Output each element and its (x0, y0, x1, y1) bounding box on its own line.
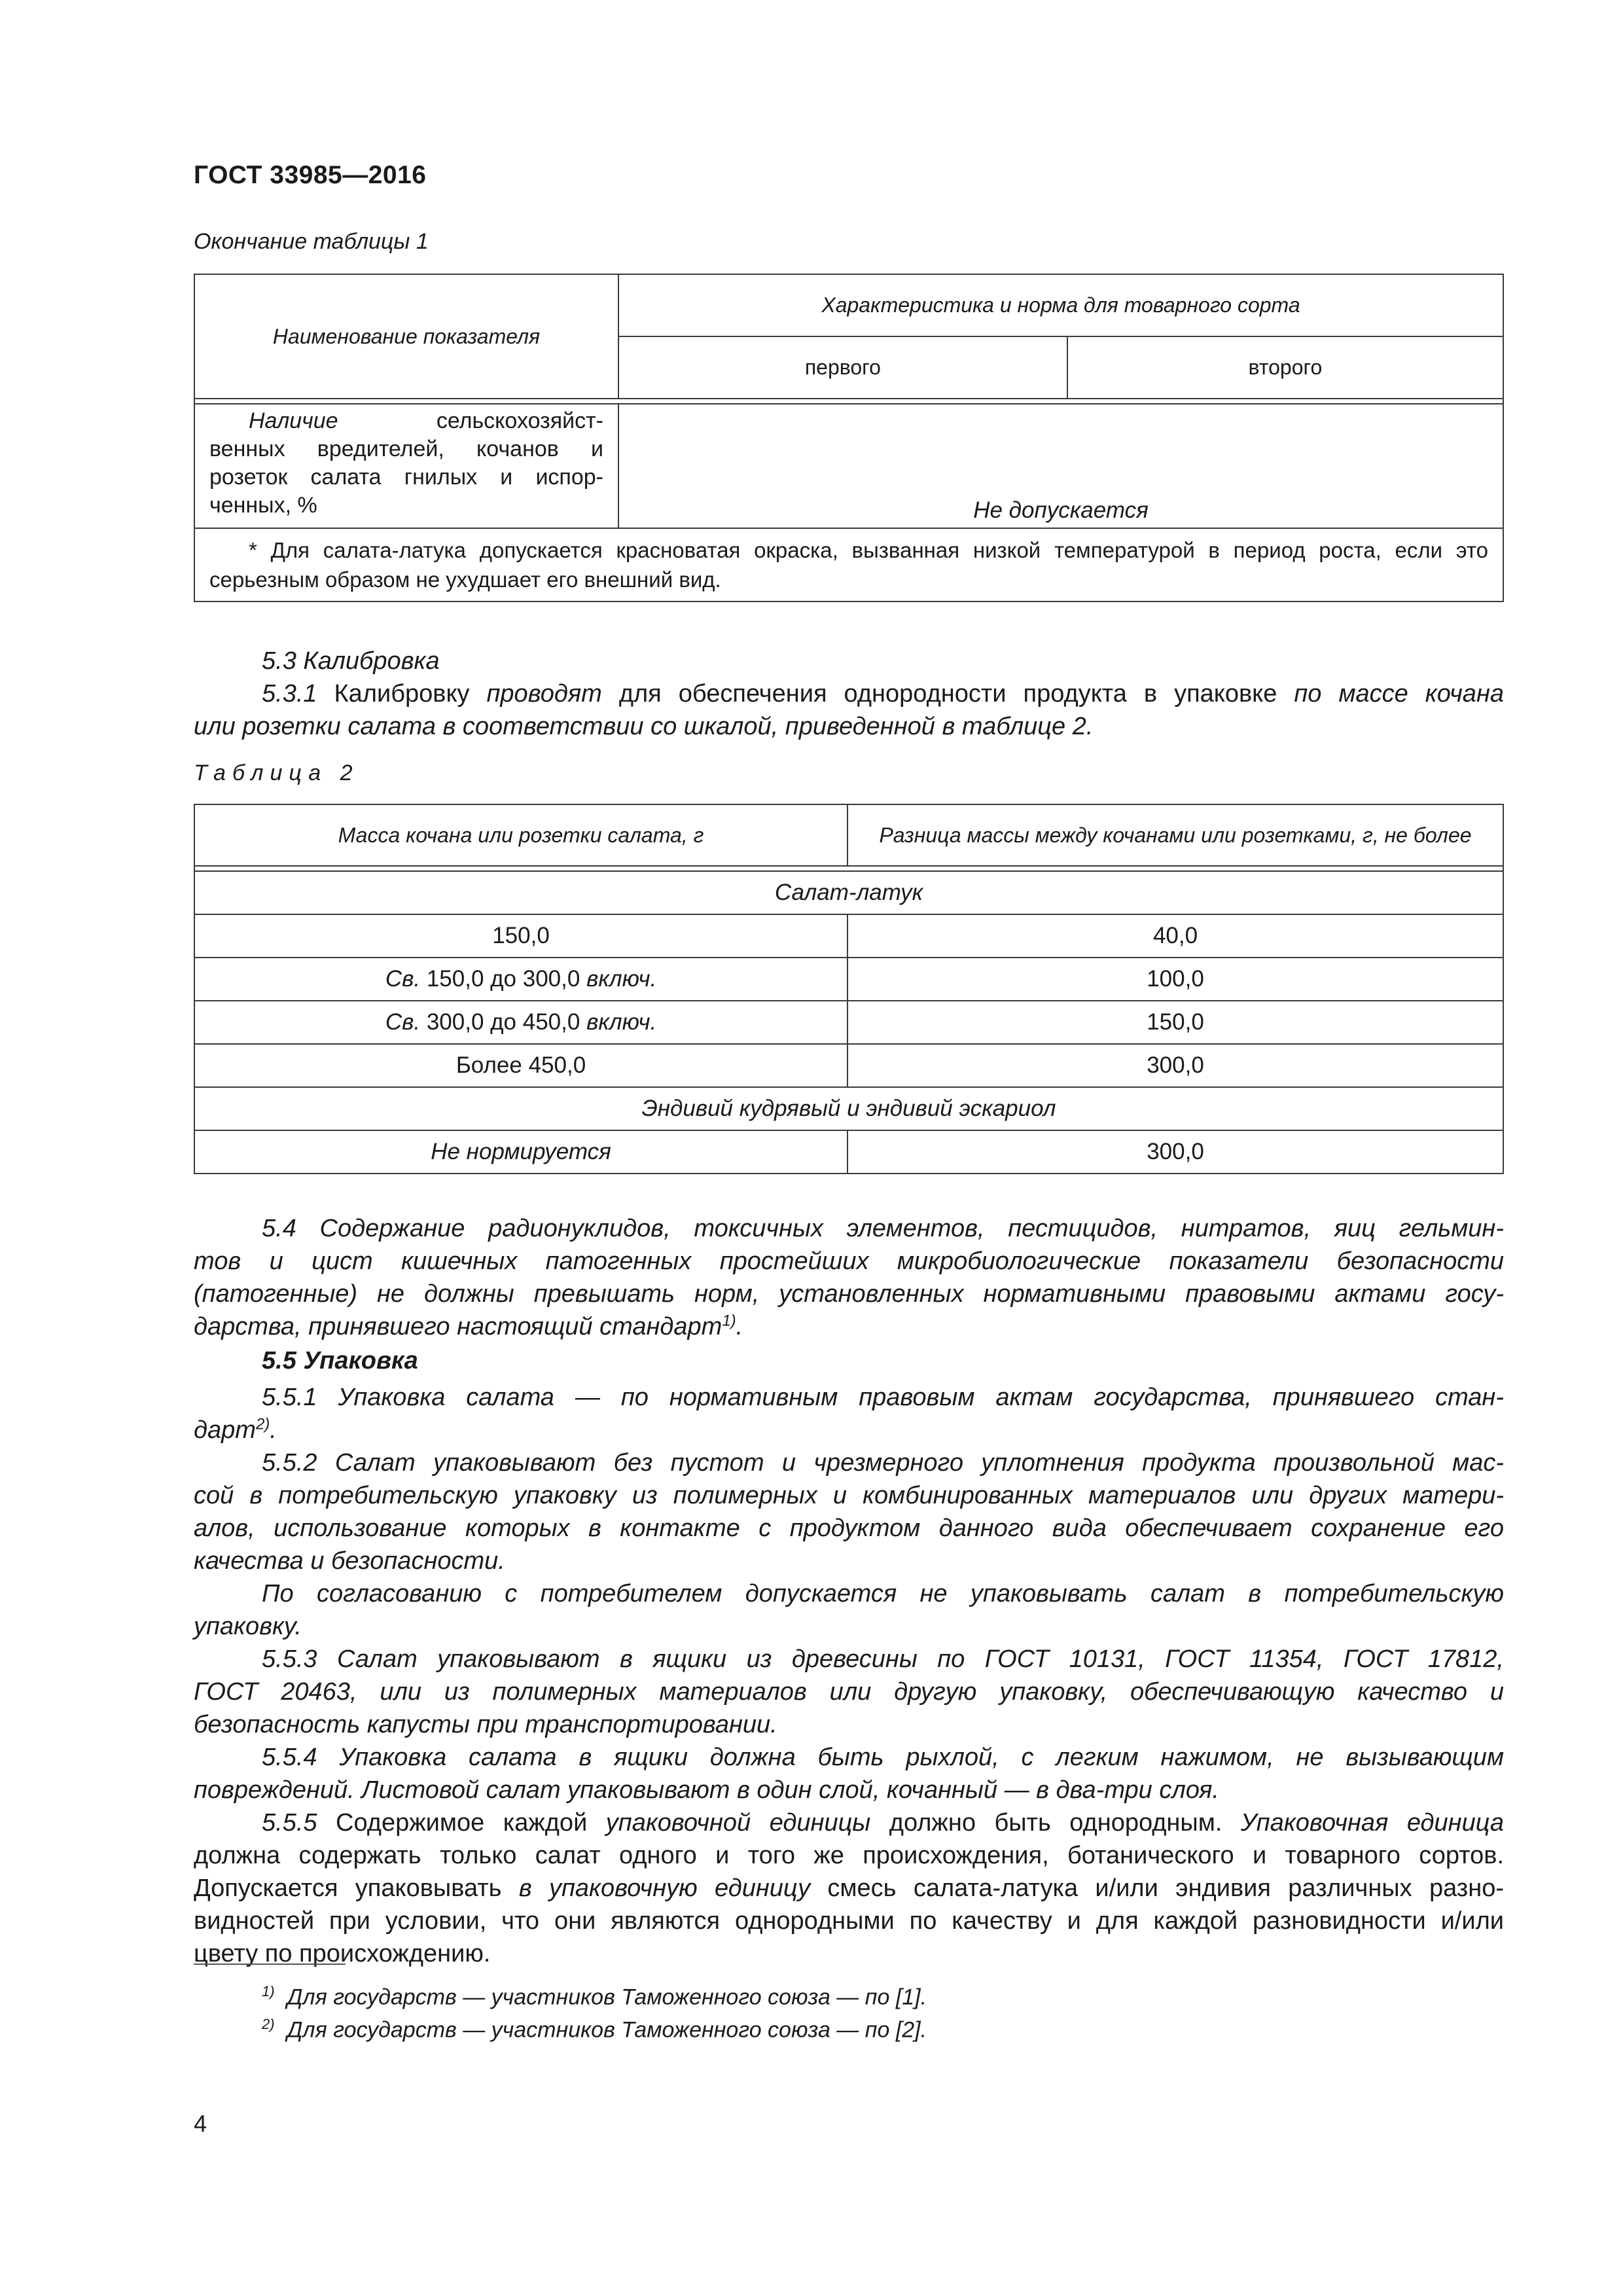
table1-header-name: Наименование показателя (194, 274, 618, 399)
section-5-5-title: 5.5 Упаковка (262, 1347, 418, 1374)
table-row: Более 450,0 300,0 (194, 1044, 1503, 1087)
table1-row-name: Наличие сельскохозяйст- венных вредителей, кочанов и розеток салата гнилых и испор-ченных, % (194, 404, 618, 528)
footnote-1: $^{1)}$ Для государств — участников Таможенного союза — по [1]. (262, 1983, 927, 2010)
section-5-4: 5.4 Содержание радионуклидов, токсичных элементов, пестицидов, нитратов, яиц гельмин- тов и цист кишечных патогенных простейших микробиологические показатели безопасности (патогенные) не должны превышать норм, установленных нормативными правовыми актами госу- дарства, принявшего настоящий стандарт$^{1)}$. (194, 1215, 1504, 1340)
table1-header-characteristic: Характеристика и норма для товарного сорта (618, 274, 1503, 336)
table-row: Св. 150,0 до 300,0 включ. 100,0 (194, 958, 1503, 1001)
table-row: Св. 300,0 до 450,0 включ. 150,0 (194, 1001, 1503, 1044)
section-5-3-title: 5.3 Калибровка (262, 647, 440, 675)
table1-header-second: второго (1067, 336, 1503, 399)
section-5-5-1: 5.5.1 Упаковка салата — по нормативным правовым актам государства, принявшего стан- дарт$^{2)}$. (194, 1384, 1504, 1444)
section-5-3-1-line2: или розетки салата в соответствии со шкалой, приведенной в таблице 2. (194, 713, 1094, 740)
table1-continuation-caption: Окончание таблицы 1 (194, 229, 429, 254)
section-5-5-5: 5.5.5 Содержимое каждой упаковочной единицы должно быть однородным. Упаковочная единица должна содержать только салат одного и того же происхождения, ботанического и товарного сортов. Допускается упаковывать в упаковочную единицу смесь салата-латука и/или эндивия различных разно- видностей при условии, что они являются однородными по качеству и для каждой разновидности и/или цвету по происхождению. (194, 1809, 1505, 1967)
table2-group-endive: Эндивий кудрявый и эндивий эскариол (194, 1087, 1503, 1130)
section-5-3-1-line1: 5.3.1 Калибровку проводят для обеспечения однородности продукта в упаковке по массе кочана (262, 680, 1504, 708)
page-number: 4 (194, 2110, 207, 2137)
table1-row-value: Не допускается (618, 404, 1503, 528)
section-5-5-2: 5.5.2 Салат упаковывают без пустот и чрезмерного уплотнения продукта произвольной мас- сой в потребительскую упаковку из полимерных и комбинированных материалов или других матери- алов, использование которых в контакте с продуктом данного вида обеспечивает сохранение его качества и безопасности. По согласованию с потребителем допускается не упаковывать салат в потребительскую упаковку. 5.5.3 Салат упаковывают в ящики из древесины по ГОСТ 10131, ГОСТ 11354, ГОСТ 17812, ГОСТ 20463, или из полимерных материалов или другую упаковку, обеспечивающую качество и безопасность капусты при транспортировании. 5.5.4 Упаковка салата в ящики должна быть рыхлой, с легким нажимом, не вызывающим повреждений. Листовой салат упаковывают в один слой, кочанный — в два-три слоя. (194, 1449, 1504, 1804)
table2 (194, 804, 1504, 1174)
table2-group-lettuce: Салат-латук (194, 871, 1503, 914)
table1-note: * Для салата-латука допускается красноватая окраска, вызванная низкой температурой в период роста, если это серьезным образом не ухудшает его внешний вид. (194, 528, 1503, 601)
table1-header-first: первого (618, 336, 1067, 399)
table-row: Не нормируется 300,0 (194, 1130, 1503, 1174)
table-row: 150,0 40,0 (194, 914, 1503, 958)
footnote-separator (194, 1964, 346, 1965)
footnote-2: $^{2)}$ Для государств — участников Таможенного союза — по [2]. (262, 2016, 927, 2043)
table2-header-difference: Разница массы между кочанами или розетками, г, не более (847, 804, 1503, 866)
table2-header-mass: Масса кочана или розетки салата, г (194, 804, 847, 866)
table2-caption: Таблица 2 (194, 761, 359, 785)
document-code: ГОСТ 33985—2016 (194, 161, 427, 189)
table1 (194, 274, 1504, 602)
